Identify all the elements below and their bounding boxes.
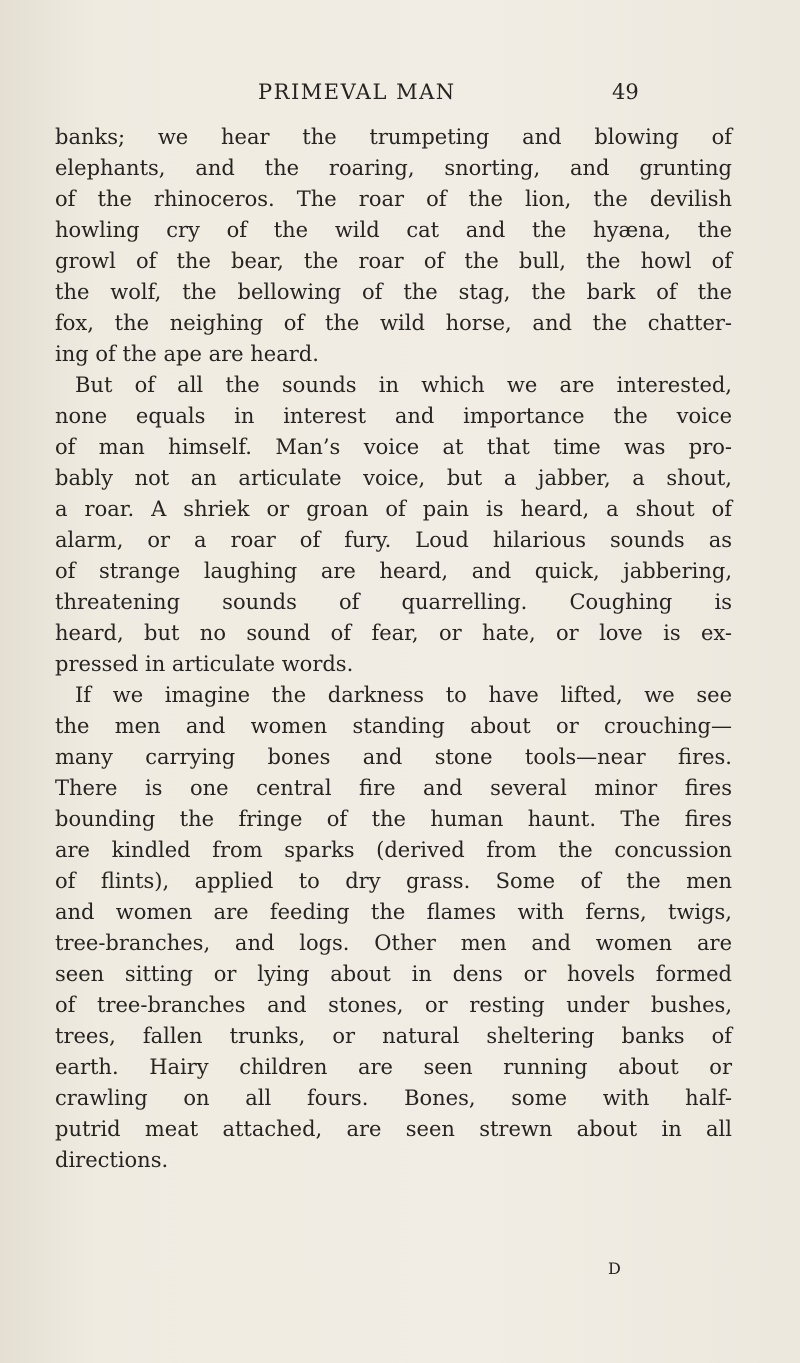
text-line: the wolf, the bellowing of the stag, the bark of the xyxy=(55,280,732,304)
text-line: trees, fallen trunks, or natural sheltering banks of xyxy=(55,1024,732,1048)
text-line: fox, the neighing of the wild horse, and the chatter- xyxy=(55,311,732,335)
text-line: many carrying bones and stone tools—near fires. xyxy=(55,745,732,769)
text-line: none equals in interest and importance the voice xyxy=(55,404,732,428)
body-text xyxy=(55,122,732,1176)
text-line: of tree-branches and stones, or resting under bushes, xyxy=(55,993,732,1017)
running-head xyxy=(0,74,800,110)
signature-mark: D xyxy=(608,1259,621,1278)
text-line: are kindled from sparks (derived from the concussion xyxy=(55,838,732,862)
text-line: of flints), applied to dry grass. Some of the men xyxy=(55,869,732,893)
text-line: earth. Hairy children are seen running about or xyxy=(55,1055,732,1079)
text-line: a roar. A shriek or groan of pain is heard, a shout of xyxy=(55,497,732,521)
text-line: crawling on all fours. Bones, some with half- xyxy=(55,1086,732,1110)
text-line: putrid meat attached, are seen strewn about in all xyxy=(55,1117,732,1141)
text-line: bably not an articulate voice, but a jabber, a shout, xyxy=(55,466,732,490)
text-line: pressed in articulate words. xyxy=(55,652,354,676)
text-line: threatening sounds of quarrelling. Coughing is xyxy=(55,590,732,614)
text-line: If we imagine the darkness to have lifted, we see xyxy=(75,683,732,707)
text-line: of strange laughing are heard, and quick, jabbering, xyxy=(55,559,732,583)
text-line: of man himself. Man’s voice at that time was pro- xyxy=(55,435,732,459)
page-number: 49 xyxy=(612,80,639,104)
text-line: banks; we hear the trumpeting and blowing of xyxy=(55,125,732,149)
running-title: PRIMEVAL MAN xyxy=(258,80,456,104)
text-line: bounding the fringe of the human haunt. The fires xyxy=(55,807,732,831)
text-line: directions. xyxy=(55,1148,169,1172)
text-line: But of all the sounds in which we are interested, xyxy=(75,373,732,397)
text-line: elephants, and the roaring, snorting, and grunting xyxy=(55,156,732,180)
text-line: the men and women standing about or crouching— xyxy=(55,714,732,738)
text-line: tree-branches, and logs. Other men and women are xyxy=(55,931,732,955)
text-line: growl of the bear, the roar of the bull, the howl of xyxy=(55,249,732,273)
text-line: howling cry of the wild cat and the hyæna, the xyxy=(55,218,732,242)
text-line: heard, but no sound of fear, or hate, or love is ex- xyxy=(55,621,732,645)
text-line: of the rhinoceros. The roar of the lion, the devilish xyxy=(55,187,732,211)
text-line: seen sitting or lying about in dens or hovels formed xyxy=(55,962,732,986)
text-line: alarm, or a roar of fury. Loud hilarious sounds as xyxy=(55,528,732,552)
text-line: There is one central fire and several minor fires xyxy=(55,776,732,800)
text-line: ing of the ape are heard. xyxy=(55,342,319,366)
text-line: and women are feeding the flames with ferns, twigs, xyxy=(55,900,732,924)
